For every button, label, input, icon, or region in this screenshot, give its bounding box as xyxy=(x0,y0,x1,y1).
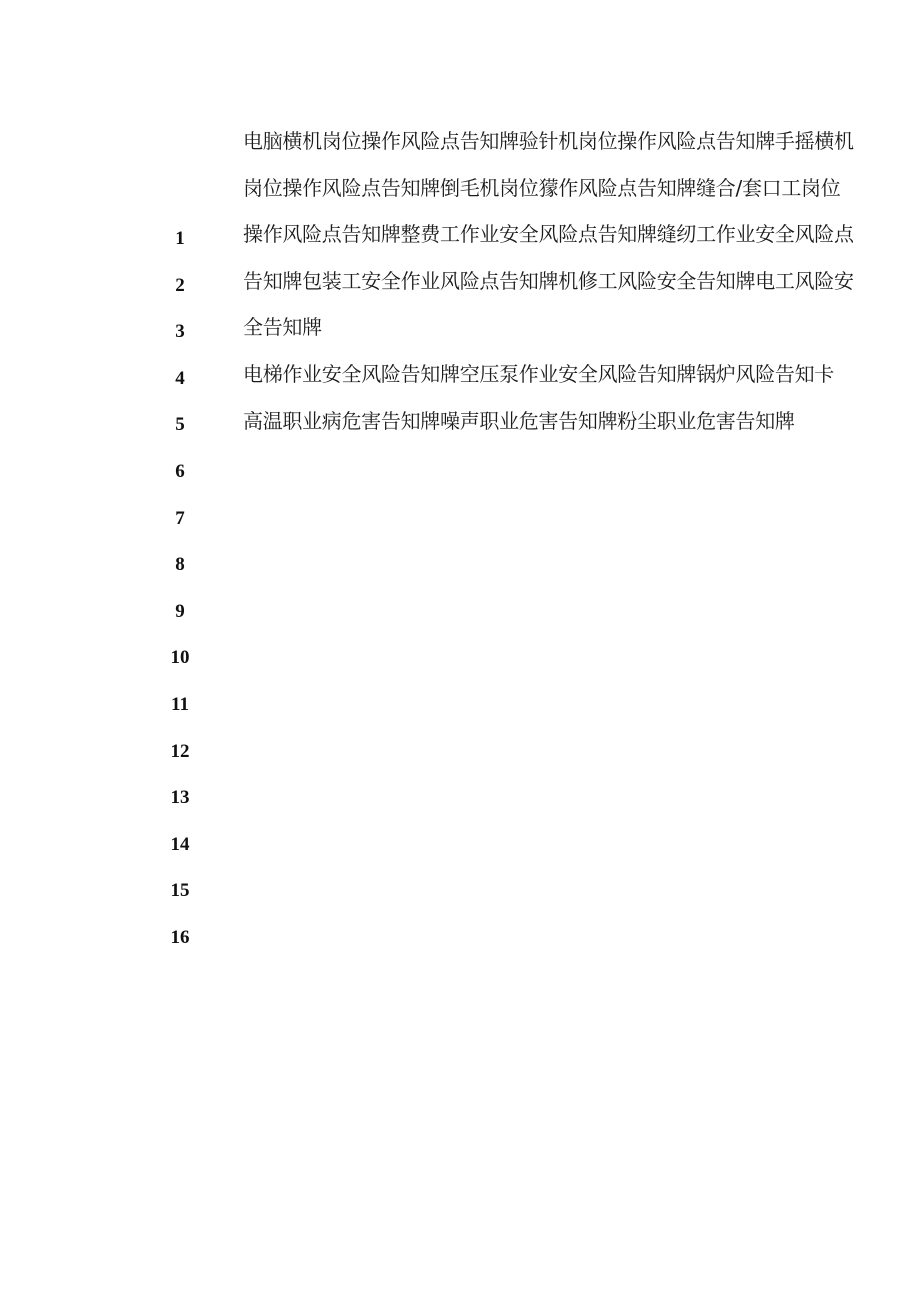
line-number: 13 xyxy=(170,787,190,809)
paragraph-workshop-signs: 电脑横机岗位操作风险点告知牌验针机岗位操作风险点告知牌手摇横机岗位操作风险点告知牌倒毛机岗位獴作风险点告知牌缝合/套口工岗位操作风险点告知牌整费工作业安全风险点告知牌缝纫工作业安全风险点告知牌包装工安全作业风险点告知牌机修工风险安全告知牌电工风险安全告知牌 xyxy=(243,129,854,340)
line-number: 4 xyxy=(175,367,185,389)
line-number: 5 xyxy=(175,414,185,436)
paragraph-occupational-hazard-signs: 高温职业病危害告知牌噪声职业危害告知牌粉尘职业危害告知牌 xyxy=(243,408,795,433)
line-number-column xyxy=(150,224,210,970)
line-number: 15 xyxy=(170,880,190,902)
line-number: 3 xyxy=(175,321,185,343)
line-number: 14 xyxy=(170,833,190,855)
line-number: 11 xyxy=(171,693,189,715)
line-number: 2 xyxy=(175,274,185,296)
line-number: 16 xyxy=(170,926,190,948)
line-number: 8 xyxy=(175,554,185,576)
line-number: 6 xyxy=(175,460,185,482)
line-number: 7 xyxy=(175,507,185,529)
line-number: 10 xyxy=(170,647,190,669)
document-body xyxy=(243,118,855,444)
line-number: 1 xyxy=(175,228,185,249)
line-number: 9 xyxy=(175,600,185,622)
line-number: 12 xyxy=(170,740,190,762)
paragraph-equipment-signs: 电梯作业安全风险告知牌空压泵作业安全风险告知牌锅炉风险告知卡 xyxy=(243,361,834,386)
